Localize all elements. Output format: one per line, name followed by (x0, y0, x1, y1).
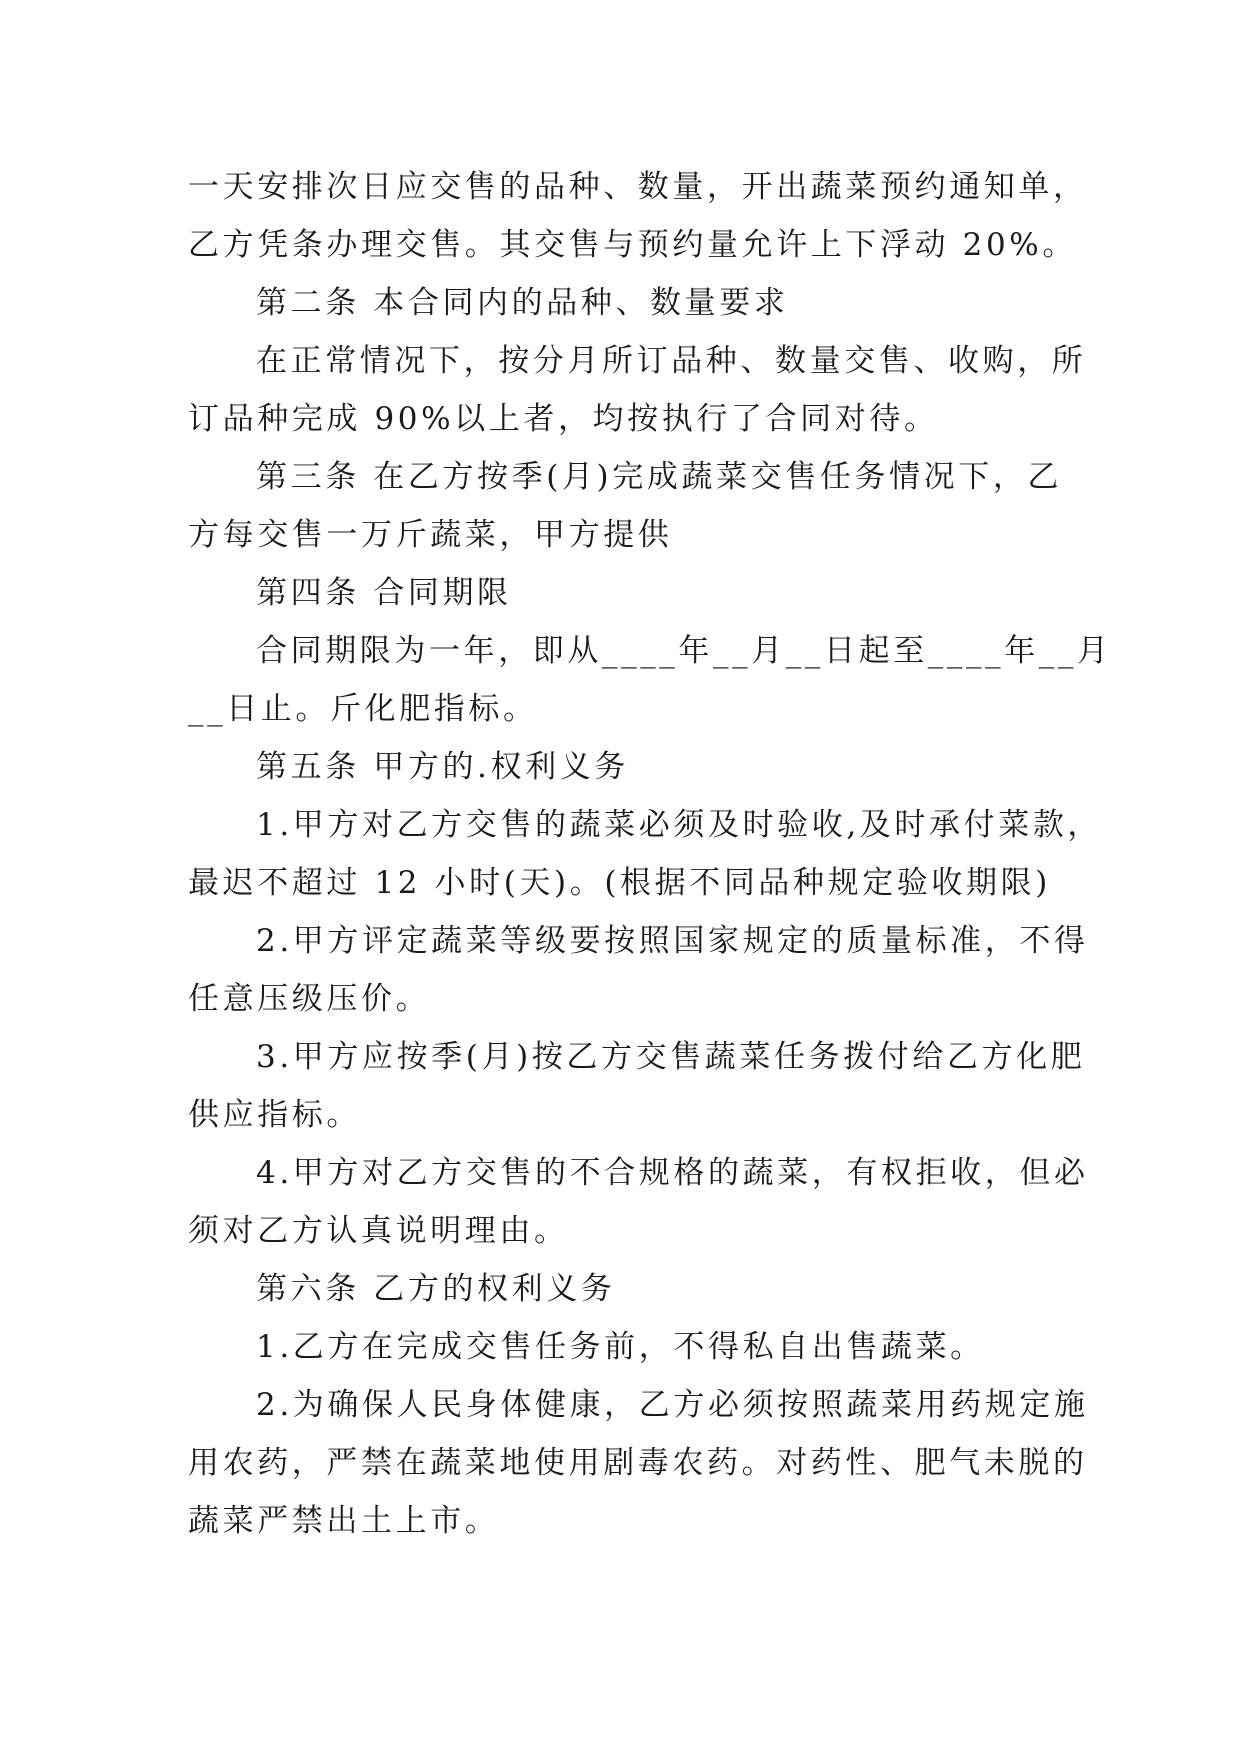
text-line: 最迟不超过 12 小时(天)。(根据不同品种规定验收期限) (188, 865, 1051, 901)
document-body (188, 158, 1112, 1550)
text-line: 方每交售一万斤蔬菜，甲方提供 (188, 517, 673, 553)
text-line: 3.甲方应按季(月)按乙方交售蔬菜任务拨付给乙方化肥 (256, 1039, 1086, 1075)
article-heading: 第三条 在乙方按季(月)完成蔬菜交售任务情况下，乙 (256, 459, 1063, 495)
text-line: 合同期限为一年，即从____年__月__日起至____年__月 (256, 633, 1112, 669)
text-line: 须对乙方认真说明理由。 (188, 1213, 569, 1249)
text-line: 2.为确保人民身体健康，乙方必须按照蔬菜用药规定施 (256, 1387, 1089, 1423)
text-line: 供应指标。 (188, 1097, 361, 1133)
text-line: 乙方凭条办理交售。其交售与预约量允许上下浮动 20%。 (188, 227, 1077, 263)
article-heading: 第六条 乙方的权利义务 (256, 1271, 616, 1307)
text-line: 订品种完成 90%以上者，均按执行了合同对待。 (188, 401, 939, 437)
text-line: 4.甲方对乙方交售的不合规格的蔬菜，有权拒收，但必 (256, 1155, 1089, 1191)
article-heading: 第四条 合同期限 (256, 575, 512, 611)
text-line: 1.甲方对乙方交售的蔬菜必须及时验收,及时承付菜款， (256, 807, 1103, 843)
text-line: 蔬菜严禁出土上市。 (188, 1503, 500, 1539)
text-line: 任意压级压价。 (188, 981, 431, 1017)
text-line: __日止。斤化肥指标。 (188, 691, 538, 727)
article-heading: 第二条 本合同内的品种、数量要求 (256, 285, 789, 321)
text-line: 一天安排次日应交售的品种、数量，开出蔬菜预约通知单， (188, 169, 1088, 205)
text-line: 1.乙方在完成交售任务前，不得私自出售蔬菜。 (256, 1329, 985, 1365)
text-line: 在正常情况下，按分月所订品种、数量交售、收购，所 (256, 343, 1087, 379)
text-line: 2.甲方评定蔬菜等级要按照国家规定的质量标准，不得 (256, 923, 1089, 959)
article-heading: 第五条 甲方的.权利义务 (256, 749, 629, 785)
text-line: 用农药，严禁在蔬菜地使用剧毒农药。对药性、肥气未脱的 (188, 1445, 1088, 1481)
